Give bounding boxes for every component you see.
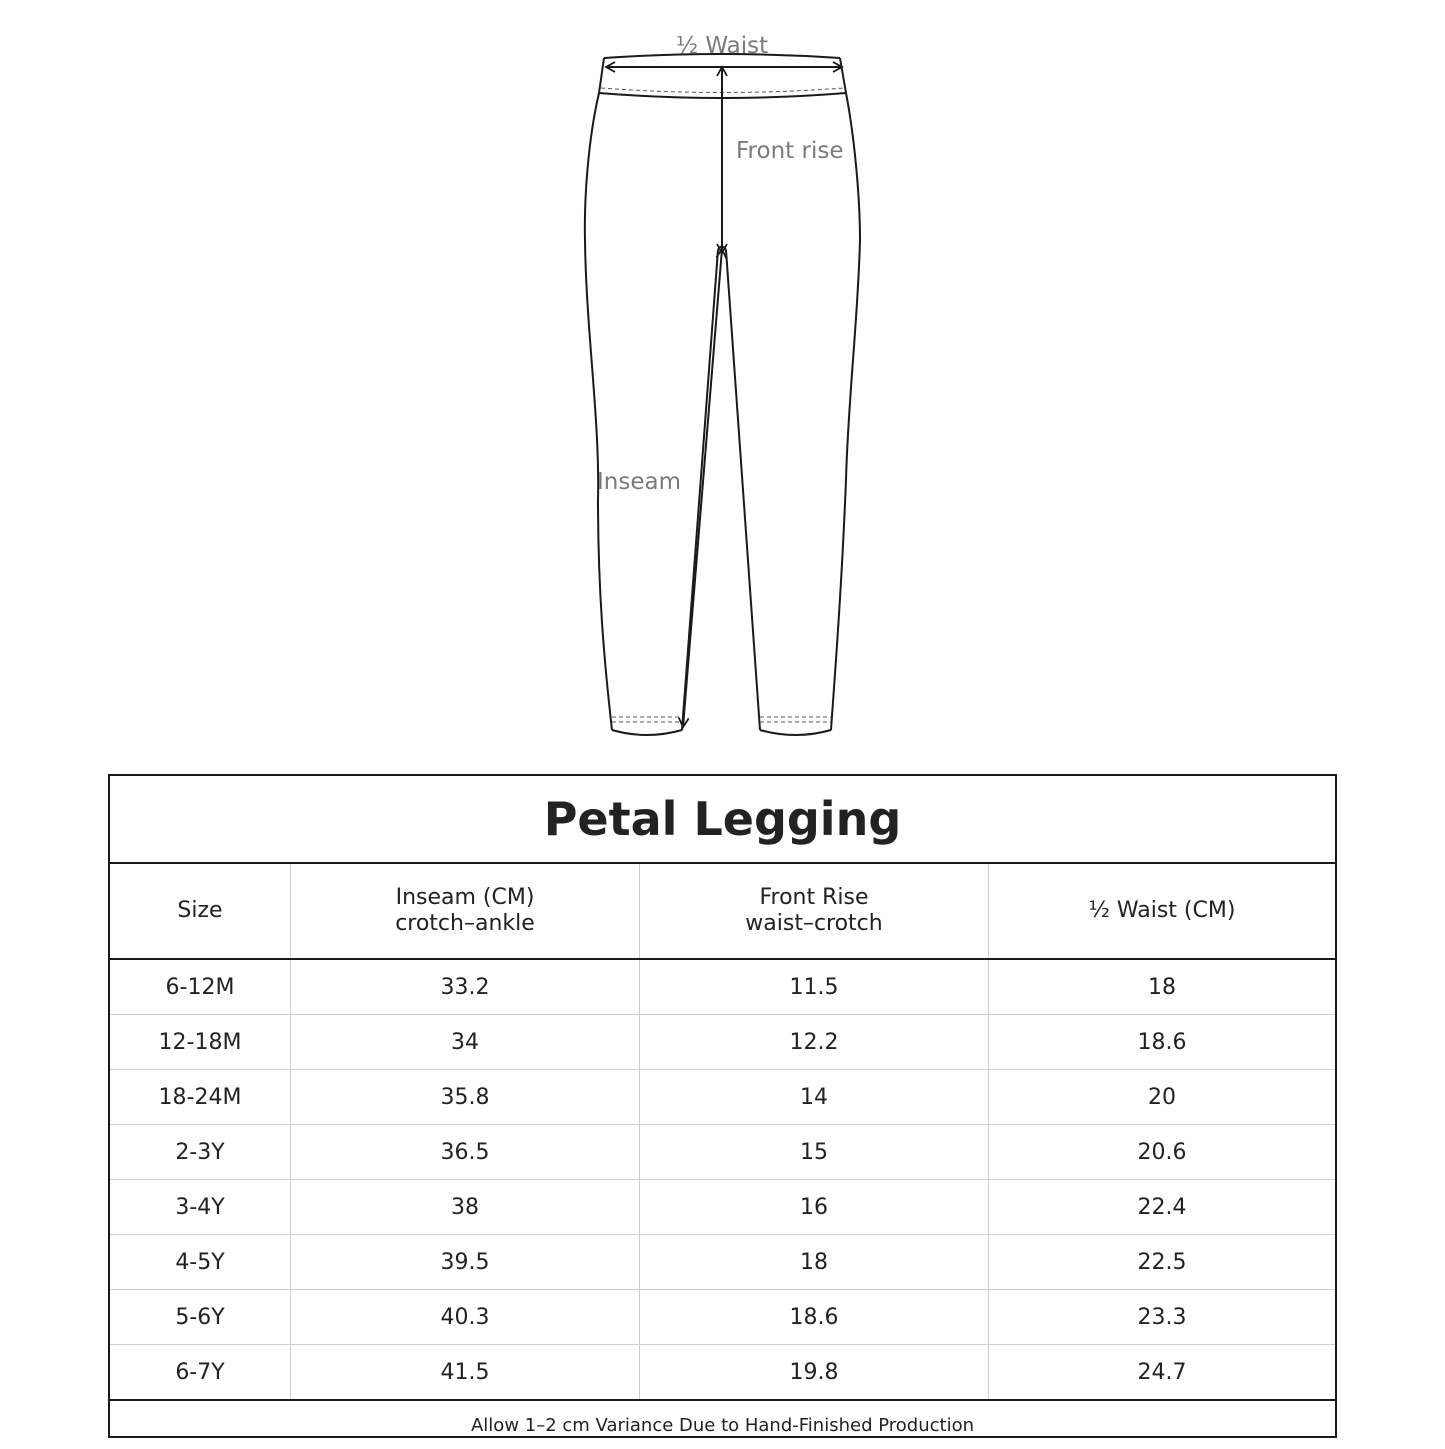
cell-half-waist: 20.6: [988, 1125, 1335, 1179]
cell-size: 4-5Y: [175, 1249, 225, 1275]
header-row: [110, 864, 1335, 960]
cell-inseam: 35.8: [290, 1070, 639, 1124]
header-inseam-line1: Inseam (CM): [395, 885, 535, 910]
cell-half-waist: 22.4: [988, 1180, 1335, 1234]
variance-note: Allow 1–2 cm Variance Due to Hand-Finished Production: [110, 1399, 1335, 1449]
cell-front-rise: 16: [639, 1180, 988, 1234]
cell-front-rise: 19.8: [639, 1345, 988, 1399]
table-body: [110, 960, 1335, 1399]
table-row: [110, 1069, 1335, 1124]
measurement-arrows: [606, 67, 842, 727]
cell-front-rise: 14: [639, 1070, 988, 1124]
cell-size: 5-6Y: [175, 1304, 225, 1330]
cell-half-waist: 23.3: [988, 1290, 1335, 1344]
cell-front-rise: 11.5: [639, 960, 988, 1014]
cell-front-rise: 12.2: [639, 1015, 988, 1069]
cell-inseam: 33.2: [290, 960, 639, 1014]
cell-inseam: 38: [290, 1180, 639, 1234]
cell-half-waist: 20: [988, 1070, 1335, 1124]
cell-half-waist: 18.6: [988, 1015, 1335, 1069]
cell-size: 6-7Y: [175, 1359, 225, 1385]
table-row: [110, 1234, 1335, 1289]
header-front-rise: [639, 864, 988, 958]
header-inseam-line2: crotch–ankle: [395, 911, 535, 936]
header-size-line1: Size: [177, 898, 223, 923]
table-row: [110, 1124, 1335, 1179]
cell-half-waist: 22.5: [988, 1235, 1335, 1289]
cell-size: 18-24M: [158, 1084, 242, 1110]
header-size: [110, 864, 290, 958]
cell-inseam: 40.3: [290, 1290, 639, 1344]
cell-size: 2-3Y: [175, 1139, 225, 1165]
cell-inseam: 39.5: [290, 1235, 639, 1289]
header-half-waist-line1: ½ Waist (CM): [1088, 898, 1236, 923]
inseam-arrow: [683, 249, 722, 727]
table-row: [110, 1289, 1335, 1344]
table-row: [110, 1344, 1335, 1399]
table-row: [110, 1179, 1335, 1234]
header-inseam: [290, 864, 639, 958]
header-front-rise-line1: Front Rise: [759, 885, 869, 910]
cell-half-waist: 18: [988, 960, 1335, 1014]
chart-title: Petal Legging: [110, 776, 1335, 864]
table-row: [110, 960, 1335, 1014]
half-waist-label: ½ Waist: [675, 33, 769, 59]
inseam-label: Inseam: [597, 469, 681, 495]
cell-front-rise: 18: [639, 1235, 988, 1289]
cell-size: 3-4Y: [175, 1194, 225, 1220]
cell-size: 6-12M: [165, 974, 235, 1000]
cell-inseam: 41.5: [290, 1345, 639, 1399]
header-front-rise-line2: waist–crotch: [745, 911, 883, 936]
cell-half-waist: 24.7: [988, 1345, 1335, 1399]
cell-size: 12-18M: [158, 1029, 242, 1055]
cell-front-rise: 15: [639, 1125, 988, 1179]
front-rise-label: Front rise: [736, 138, 844, 164]
size-chart: [108, 774, 1337, 1438]
cell-front-rise: 18.6: [639, 1290, 988, 1344]
header-half-waist: [988, 864, 1335, 958]
cell-inseam: 36.5: [290, 1125, 639, 1179]
table-row: [110, 1014, 1335, 1069]
cell-inseam: 34: [290, 1015, 639, 1069]
